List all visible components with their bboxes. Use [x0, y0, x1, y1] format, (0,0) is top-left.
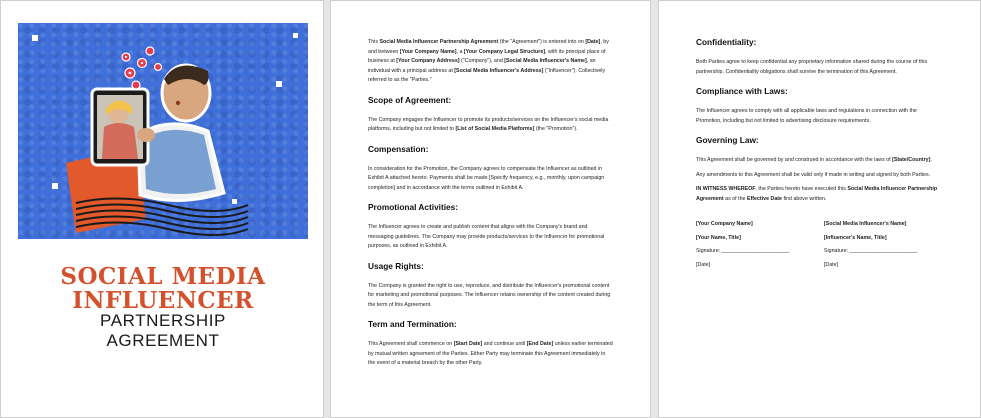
- influencer-signature-column: [824, 221, 942, 275]
- section-body: This Agreement shall commence on [Start Date] and continue until [End Date] unless earlier terminated by mutual written agreement of the Parties. Either Party may terminate this Agreement immediately in the event of a material breach by the other Party.: [368, 341, 613, 366]
- section-heading: Promotional Activities:: [368, 202, 459, 212]
- agreement-page-3: [658, 0, 981, 418]
- section-heading: Governing Law:: [696, 135, 759, 145]
- cover-subtitle-line1: PARTNERSHIP: [100, 311, 226, 330]
- agreement-page-2: [330, 0, 651, 418]
- section-body: Any amendments to this Agreement shall be valid only if made in writing and signed by both Parties.: [696, 171, 931, 178]
- section-body: The Influencer agrees to create and publish content that aligns with the Company's brand and messaging guidelines. The Company may provide products/services to the Influencer for promotional purposes, as outlined in Exhibit A.: [368, 224, 605, 249]
- cover-title-line2: INFLUENCER: [72, 287, 254, 314]
- section-body: This Agreement shall be governed by and construed in accordance with the laws of [State/Country].: [696, 157, 932, 163]
- section-heading: Compliance with Laws:: [696, 86, 788, 96]
- cover-title-line1: SOCIAL MEDIA: [60, 263, 266, 290]
- intro-paragraph: This Social Media Influencer Partnership Agreement (the "Agreement") is entered into on [Date], by and between [Your Company Name], a [Your Company Legal Structure], with its principal place of business at [Your Company Address] ("Company"), and [Social Media Influencer's Name], an individual with a principal address at [Social Media Influencer's Address] ("Influencer"). Collectively referred to as the "Parties.": [368, 39, 609, 83]
- section-heading: Scope of Agreement:: [368, 94, 452, 105]
- witness-paragraph: IN WITNESS WHEREOF, the Parties hereto have executed this Social Media Influencer Partnership Agreement as of the Effective Date first above written.: [696, 186, 938, 202]
- section-body: In consideration for the Promotion, the Company agrees to compensate the Influencer as outlined in Exhibit A attached hereto. Payments shall be made [Specify frequency, e.g., monthly, upon campaign completion] and in accordance with the terms outlined in Exhibit A.: [368, 165, 605, 191]
- page3-content: [696, 37, 942, 275]
- company-signer-title: [Your Name, Title]: [696, 234, 741, 241]
- cover-page: [0, 0, 324, 418]
- section-body: The Influencer agrees to comply with all applicable laws and regulations in connection with the Promotion, including but not limited to advertising disclosure requirements.: [696, 108, 917, 124]
- section-body: The Company is granted the right to use, reproduce, and distribute the Influencer's promotional content for marketing and promotional purposes. The Influencer retains ownership of the content created during the term of this Agreement.: [368, 282, 611, 308]
- company-name-field: [Your Company Name]: [696, 221, 753, 227]
- company-signature-line: Signature: _______________________: [696, 248, 790, 254]
- section-heading: Term and Termination:: [368, 319, 457, 329]
- influencer-name-field: [Social Media Influencer's Name]: [823, 221, 907, 227]
- influencer-collage-illustration: [18, 23, 308, 239]
- cover-subtitle-line2: AGREEMENT: [106, 331, 220, 350]
- company-signature-column: [696, 221, 814, 275]
- cover-photo: [18, 23, 308, 239]
- section-body: Both Parties agree to keep confidential any proprietary information shared during the course of this partnership. Confidentiality obligations shall survive the termination of this Agreement.: [696, 59, 928, 75]
- influencer-signature-line: Signature: _______________________: [823, 248, 918, 254]
- section-heading: Confidentiality:: [696, 37, 757, 47]
- page2-content: [368, 38, 614, 374]
- signature-block: [696, 221, 942, 275]
- section-heading: Compensation:: [368, 143, 429, 154]
- section-heading: Usage Rights:: [368, 260, 424, 271]
- section-body: The Company engages the Influencer to promote its products/services on the Influencer's social media platforms, including but not limited to [List of Social Media Platforms] (the "Promotion").: [368, 116, 609, 132]
- heart-icon: [122, 47, 162, 89]
- company-date-field: [Date]: [696, 261, 711, 268]
- influencer-signer-title: [Influencer's Name, Title]: [823, 234, 887, 241]
- influencer-date-field: [Date]: [823, 261, 839, 268]
